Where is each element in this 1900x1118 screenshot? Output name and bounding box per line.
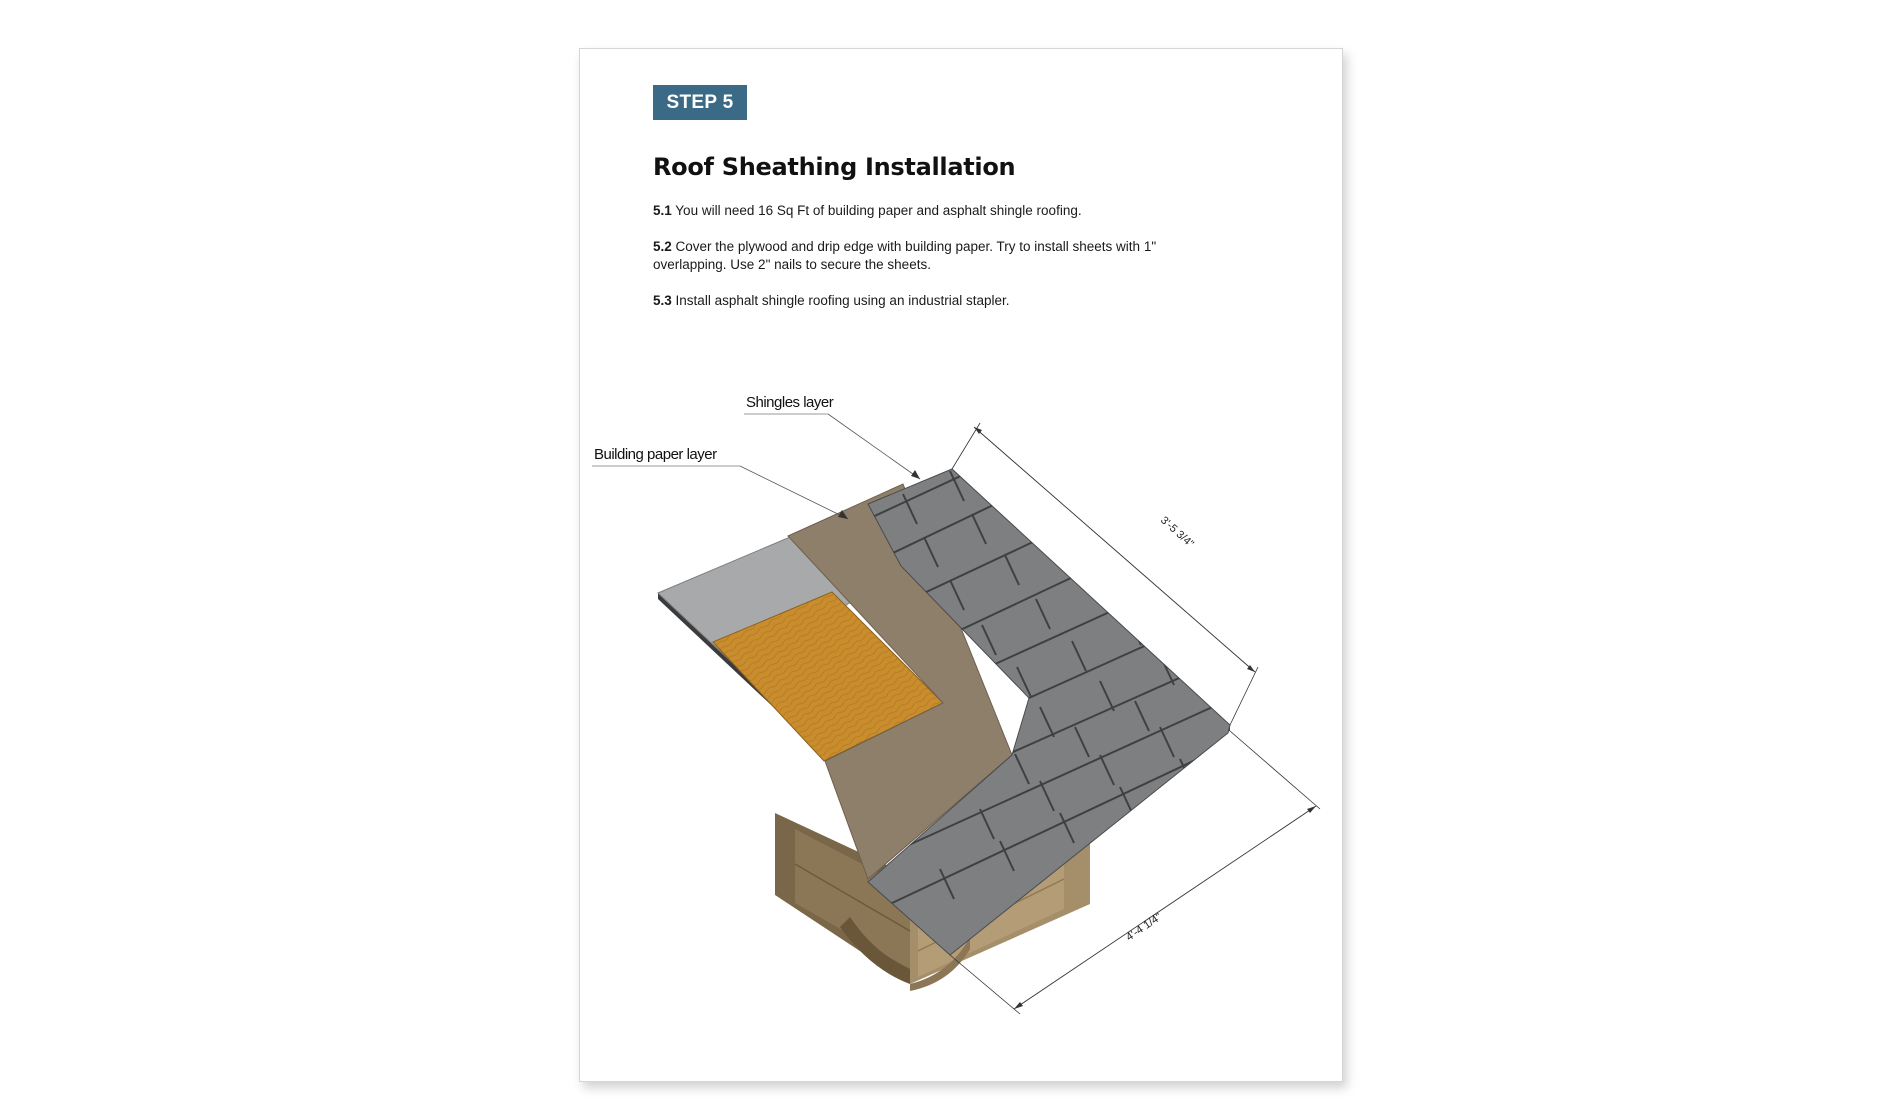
instruction-number: 5.2 (653, 239, 672, 254)
width-arrow-end (1307, 806, 1316, 813)
width-extension-line (1230, 731, 1320, 809)
building-paper-label: Building paper layer (594, 446, 717, 463)
building-paper-leader-line (740, 466, 848, 519)
instruction-number: 5.3 (653, 293, 672, 308)
width-dimension-label: 4'-4 1/4" (1123, 911, 1165, 944)
width-extension-line (950, 955, 1020, 1014)
shingles-leader-line (828, 414, 920, 479)
instruction-5-1 (653, 202, 1213, 220)
depth-extension-line (952, 423, 980, 469)
instruction-5-2 (653, 238, 1213, 274)
step-badge: STEP 5 (653, 85, 747, 120)
page-title: Roof Sheathing Installation (653, 153, 1016, 181)
instruction-text: Cover the plywood and drip edge with building paper. Try to install sheets with 1" overlapping. Use 2" nails to secure the sheets. (653, 239, 1157, 272)
depth-dimension-label: 3'-5 3/4" (1157, 514, 1196, 551)
instruction-text: You will need 16 Sq Ft of building paper and asphalt shingle roofing. (675, 203, 1082, 218)
depth-extension-line (1230, 667, 1258, 725)
instruction-text: Install asphalt shingle roofing using an industrial stapler. (675, 293, 1010, 308)
roof-illustration (594, 394, 1300, 1059)
width-arrow-start (1014, 1002, 1023, 1009)
instruction-number: 5.1 (653, 203, 672, 218)
shingles-leader-arrow (911, 470, 920, 479)
instruction-5-3 (653, 292, 1213, 310)
document-page (579, 48, 1343, 1082)
shingles-label: Shingles layer (746, 394, 834, 411)
